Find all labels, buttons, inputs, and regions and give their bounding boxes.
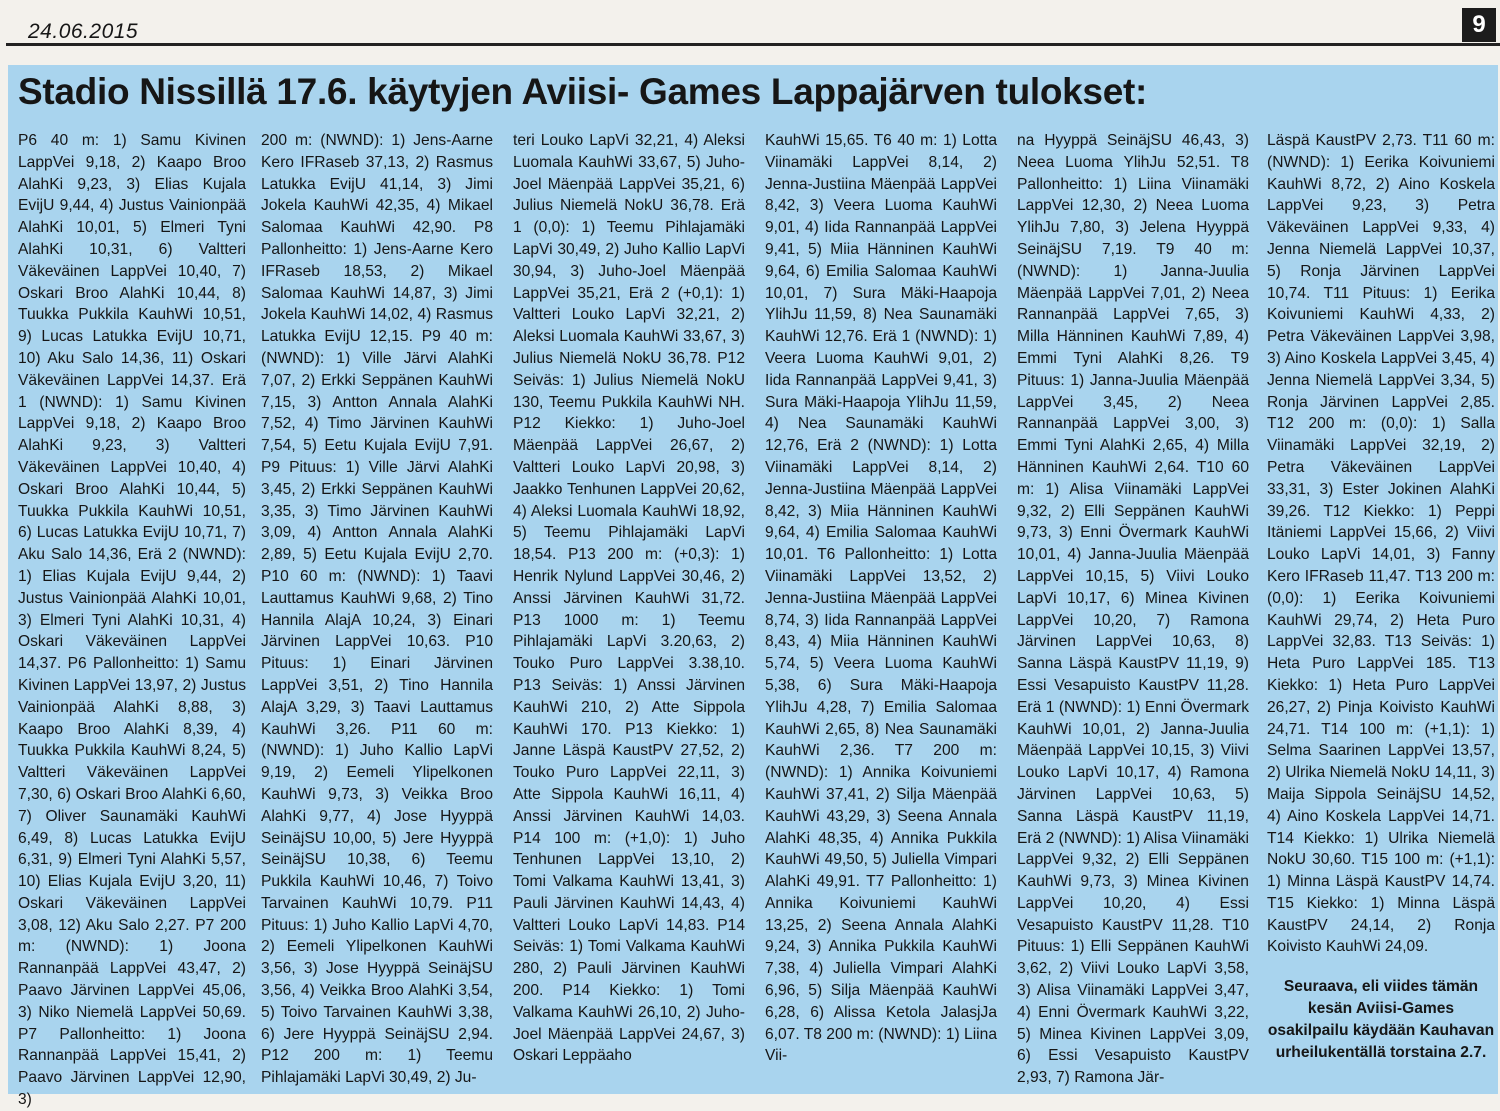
results-column-2 (261, 130, 493, 1094)
publication-date: 24.06.2015 (28, 20, 139, 43)
results-text-4: KauhWi 15,65. T6 40 m: 1) Lotta Viinamäki LappVei 8,14, 2) Jenna-Justiina Mäenpää LappVei 8,42, 3) Veera Luoma KauhWi 9,01, 4) Iida Rannanpää LappVei 9,41, 5) Miia Hänninen KauhWi 9,64, 6) Emilia Salomaa KauhWi 10,01, 7) Sura Mäki-Haapoja YlihJu 11,59, 8) Nea Saunamäki KauhWi 12,76. Erä 1 (NWND): 1) Veera Luoma KauhWi 9,01, 2) Iida Rannanpää LappVei 9,41, 3) Sura Mäki-Haapoja YlihJu 11,59, 4) Nea Saunamäki KauhWi 12,76, Erä 2 (NWND): 1) Lotta Viinamäki LappVei 8,14, 2) Jenna-Justiina Mäenpää LappVei 8,42, 3) Miia Hänninen KauhWi 9,64, 4) Emilia Salomaa KauhWi 10,01. T6 Pallonheitto: 1) Lotta Viinamäki LappVei 13,52, 2) Jenna-Justiina Mäenpää LappVei 8,74, 3) Iida Rannanpää LappVei 8,43, 4) Miia Hänninen KauhWi 5,74, 5) Veera Luoma KauhWi 5,38, 6) Sura Mäki-Haapoja YlihJu 4,28, 7) Emilia Salomaa KauhWi 2,65, 8) Nea Saunamäki KauhWi 2,36. T7 200 m: (NWND): 1) Annika Koivuniemi KauhWi 37,41, 2) Silja Mäenpää KauhWi 43,29, 3) Seena Annala AlahKi 48,35, 4) Annika Pukkila KauhWi 49,50, 5) Juliella Vimpari AlahKi 49,91. T7 Pallonheitto: 1) Annika Koivuniemi KauhWi 13,25, 2) Seena Annala AlahKi 9,24, 3) Annika Pukkila KauhWi 7,38, 4) Juliella Vimpari AlahKi 6,96, 5) Silja Mäenpää KauhWi 6,28, 6) Alissa Ketola JalasjJa 6,07. T8 200 m: (NWND): 1) Liina Vii- (765, 132, 997, 1065)
results-text-2: 200 m: (NWND): 1) Jens-Aarne Kero IFRaseb 37,13, 2) Rasmus Latukka EvijU 41,14, 3) Jimi Jokela KauhWi 42,35, 4) Mikael Salomaa KauhWi 42,90. P8 Pallonheitto: 1) Jens-Aarne Kero IFRaseb 18,53, 2) Mikael Salomaa KauhWi 14,87, 3) Jimi Jokela KauhWi 14,02, 4) Rasmus Latukka EvijU 12,15. P9 40 m: (NWND): 1) Ville Järvi AlahKi 7,07, 2) Erkki Seppänen KauhWi 7,15, 3) Antton Annala AlahKi 7,52, 4) Timo Järvinen KauhWi 7,54, 5) Eetu Kujala EvijU 7,91. P9 Pituus: 1) Ville Järvi AlahKi 3,45, 2) Erkki Seppänen KauhWi 3,35, 3) Timo Järvinen KauhWi 3,09, 4) Antton Annala AlahKi 2,89, 5) Eetu Kujala EvijU 2,70. P10 60 m: (NWND): 1) Taavi Lauttamus KauhWi 9,68, 2) Tino Hannila AlajA 10,24, 3) Einari Järvinen LappVei 10,63. P10 Pituus: 1) Einari Järvinen LappVei 3,51, 2) Tino Hannila AlajA 3,29, 3) Taavi Lauttamus KauhWi 3,26. P11 60 m: (NWND): 1) Juho Kallio LapVi 9,19, 2) Eemeli Ylipelkonen KauhWi 9,73, 3) Veikka Broo AlahKi 9,77, 4) Jose Hyyppä SeinäjSU 10,00, 5) Jere Hyyppä SeinäjSU 10,38, 6) Teemu Pukkila KauhWi 10,46, 7) Toivo Tarvainen KauhWi 10,79. P11 Pituus: 1) Juho Kallio LapVi 4,70, 2) Eemeli Ylipelkonen KauhWi 3,56, 3) Jose Hyyppä SeinäjSU 3,56, 4) Veikka Broo AlahKi 3,54, 5) Toivo Tarvainen KauhWi 3,38, 6) Jere Hyyppä SeinäjSU 2,94. P12 200 m: 1) Teemu Pihlajamäki LapVi 30,49, 2) Ju- (261, 132, 493, 1087)
results-text-6: Läspä KaustPV 2,73. T11 60 m: (NWND): 1) Eerika Koivuniemi KauhWi 8,72, 2) Aino Koskela LappVei 9,23, 3) Petra Väkeväinen LappVei 9,33, 4) Jenna Niemelä LappVei 10,37, 5) Ronja Järvinen LappVei 10,74. T11 Pituus: 1) Eerika Koivuniemi KauhWi 4,33, 2) Petra Väkeväinen LappVei 3,98, 3) Aino Koskela LappVei 3,45, 4) Jenna Niemelä LappVei 3,34, 5) Ronja Järvinen LappVei 2,85. T12 200 m: (0,0): 1) Salla Viinamäki LappVei 32,19, 2) Petra Väkeväinen LappVei 33,31, 3) Ester Jokinen AlahKi 39,26. T12 Kiekko: 1) Peppi Itäniemi LappVei 15,66, 2) Viivi Louko LapVi 14,01, 3) Fanny Kero IFRaseb 11,47. T13 200 m: (0,0): 1) Eerika Koivuniemi KauhWi 29,74, 2) Heta Puro LappVei 32,83. T13 Seiväs: 1) Heta Puro LappVei 185. T13 Kiekko: 1) Heta Puro LappVei 26,27, 2) Pinja Koivisto KauhWi 24,71. T14 100 m: (+1,1): 1) Selma Saarinen LappVei 13,57, 2) Ulrika Niemelä NokU 14,11, 3) Maija Sippola SeinäjSU 14,52, 4) Aino Koskela LappVei 14,71. T14 Kiekko: 1) Ulrika Niemelä NokU 30,60. T15 100 m: (+1,1): 1) Minna Läspä KaustPV 14,74. T15 Kiekko: 1) Minna Läspä KaustPV 24,14, 2) Ronja Koivisto KauhWi 24,09. (1267, 132, 1495, 956)
article-headline: Stadio Nissillä 17.6. käytyjen Aviisi- Games Lappajärven tulokset: (18, 71, 1148, 112)
results-text-3: teri Louko LapVi 32,21, 4) Aleksi Luomala KauhWi 33,67, 5) Juho-Joel Mäenpää LappVei 35,21, 6) Julius Niemelä NokU 36,78. Erä 1 (0,0): 1) Teemu Pihlajamäki LapVi 30,49, 2) Juho Kallio LapVi 30,94, 3) Juho-Joel Mäenpää LappVei 35,21, Erä 2 (+0,1): 1) Valtteri Louko LapVi 32,21, 2) Aleksi Luomala KauhWi 33,67, 3) Julius Niemelä NokU 36,78. P12 Seiväs: 1) Julius Niemelä NokU 130, Teemu Pukkila KauhWi NH. P12 Kiekko: 1) Juho-Joel Mäenpää LappVei 26,67, 2) Valtteri Louko LapVi 20,98, 3) Jaakko Tenhunen LappVei 20,62, 4) Aleksi Luomala KauhWi 18,92, 5) Teemu Pihlajamäki LapVi 18,54. P13 200 m: (+0,3): 1) Henrik Nylund LappVei 30,46, 2) Anssi Järvinen KauhWi 31,72. P13 1000 m: 1) Teemu Pihlajamäki LapVi 3.20,63, 2) Touko Puro LappVei 3.38,10. P13 Seiväs: 1) Anssi Järvinen KauhWi 210, 2) Atte Sippola KauhWi 170. P13 Kiekko: 1) Janne Läspä KaustPV 27,52, 2) Touko Puro LappVei 22,11, 3) Atte Sippola KauhWi 16,11, 4) Anssi Järvinen KauhWi 14,03. P14 100 m: (+1,0): 1) Juho Tenhunen LappVei 13,10, 2) Tomi Valkama KauhWi 13,41, 3) Pauli Järvinen KauhWi 14,43, 4) Valtteri Louko LapVi 14,83. P14 Seiväs: 1) Tomi Valkama KauhWi 280, 2) Pauli Järvinen KauhWi 200. P14 Kiekko: 1) Tomi Valkama KauhWi 26,10, 2) Juho-Joel Mäenpää LappVei 24,67, 3) Oskari Leppäaho (513, 132, 745, 1065)
header-rule (6, 43, 1500, 46)
results-article (8, 65, 1498, 1109)
results-column-3 (513, 130, 745, 1094)
results-column-1 (18, 130, 246, 1109)
closing-note: Seuraava, eli viides tämän kesän Aviisi-Games osakilpailu käydään Kauhavan urheilukentällä torstaina 2.7. (1267, 978, 1495, 1061)
results-column-4 (765, 130, 997, 1094)
results-column-6 (1267, 130, 1495, 1094)
results-column-5 (1017, 130, 1249, 1094)
results-text-5: na Hyyppä SeinäjSU 46,43, 3) Neea Luoma YlihJu 52,51. T8 Pallonheitto: 1) Liina Viinamäki LappVei 12,30, 2) Neea Luoma YlihJu 7,80, 3) Jelena Hyyppä SeinäjSU 7,19. T9 40 m: (NWND): 1) Janna-Juulia Mäenpää LappVei 7,01, 2) Neea Rannanpää LappVei 7,65, 3) Milla Hänninen KauhWi 7,89, 4) Emmi Tyni AlahKi 8,26. T9 Pituus: 1) Janna-Juulia Mäenpää LappVei 3,45, 2) Neea Rannanpää LappVei 3,00, 3) Emmi Tyni AlahKi 2,65, 4) Milla Hänninen KauhWi 2,64. T10 60 m: 1) Alisa Viinamäki LappVei 9,32, 2) Elli Seppänen KauhWi 9,73, 3) Enni Övermark KauhWi 10,01, 4) Janna-Juulia Mäenpää LappVei 10,15, 5) Viivi Louko LapVi 10,17, 6) Minea Kivinen LappVei 10,20, 7) Ramona Järvinen LappVei 10,63, 8) Sanna Läspä KaustPV 11,19, 9) Essi Vesapuisto KaustPV 11,28. Erä 1 (NWND): 1) Enni Övermark KauhWi 10,01, 2) Janna-Juulia Mäenpää LappVei 10,15, 3) Viivi Louko LapVi 10,17, 4) Ramona Järvinen LappVei 10,63, 5) Sanna Läspä KaustPV 11,19, Erä 2 (NWND): 1) Alisa Viinamäki LappVei 9,32, 2) Elli Seppänen KauhWi 9,73, 3) Minea Kivinen LappVei 10,20, 4) Essi Vesapuisto KaustPV 11,28. T10 Pituus: 1) Elli Seppänen KauhWi 3,62, 2) Viivi Louko LapVi 3,58, 3) Alisa Viinamäki LappVei 3,47, 4) Enni Övermark KauhWi 3,22, 5) Minea Kivinen LappVei 3,09, 6) Essi Vesapuisto KaustPV 2,93, 7) Ramona Jär- (1017, 132, 1249, 1087)
page-number: 9 (1462, 8, 1496, 42)
results-text-1: P6 40 m: 1) Samu Kivinen LappVei 9,18, 2) Kaapo Broo AlahKi 9,23, 3) Elias Kujala EvijU 9,44, 4) Justus Vainionpää AlahKi 10,01, 5) Elmeri Tyni AlahKi 10,31, 6) Valtteri Väkeväinen LappVei 10,40, 7) Oskari Broo AlahKi 10,44, 8) Tuukka Pukkila KauhWi 10,51, 9) Lucas Latukka EvijU 10,71, 10) Aku Salo 14,36, 11) Oskari Väkeväinen LappVei 14,37. Erä 1 (NWND): 1) Samu Kivinen LappVei 9,18, 2) Kaapo Broo AlahKi 9,23, 3) Valtteri Väkeväinen LappVei 10,40, 4) Oskari Broo AlahKi 10,44, 5) Tuukka Pukkila KauhWi 10,51, 6) Lucas Latukka EvijU 10,71, 7) Aku Salo 14,36, Erä 2 (NWND): 1) Elias Kujala EvijU 9,44, 2) Justus Vainionpää AlahKi 10,01, 3) Elmeri Tyni AlahKi 10,31, 4) Oskari Väkeväinen LappVei 14,37. P6 Pallonheitto: 1) Samu Kivinen LappVei 13,97, 2) Justus Vainionpää AlahKi 8,88, 3) Kaapo Broo AlahKi 8,39, 4) Tuukka Pukkila KauhWi 8,24, 5) Valtteri Väkeväinen LappVei 7,30, 6) Oskari Broo AlahKi 6,60, 7) Oliver Saunamäki KauhWi 6,49, 8) Lucas Latukka EvijU 6,31, 9) Elmeri Tyni AlahKi 5,57, 10) Elias Kujala EvijU 3,20, 11) Oskari Väkeväinen LappVei 3,08, 12) Aku Salo 2,27. P7 200 m: (NWND): 1) Joona Rannanpää LappVei 43,47, 2) Paavo Järvinen LappVei 45,06, 3) Niko Niemelä LappVei 50,69. P7 Pallonheitto: 1) Joona Rannanpää LappVei 15,41, 2) Paavo Järvinen LappVei 12,90, 3) (18, 132, 246, 1109)
